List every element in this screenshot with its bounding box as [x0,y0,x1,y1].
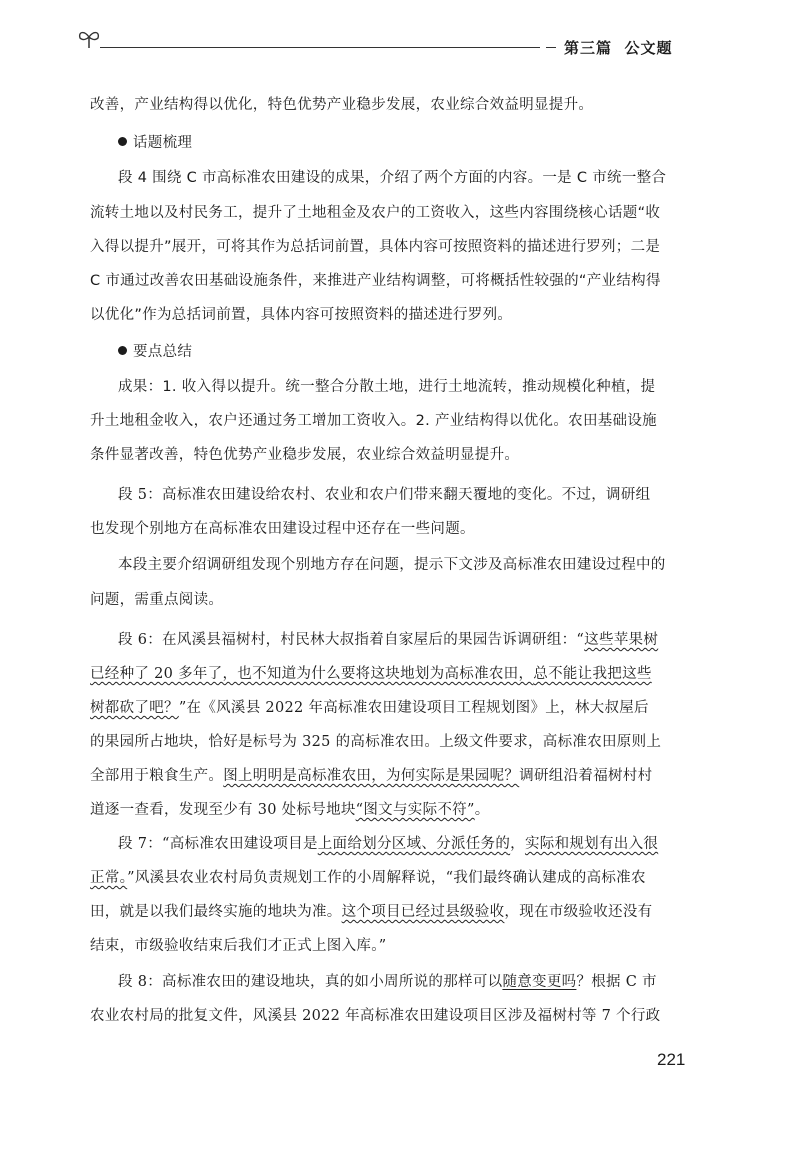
bullet-icon [118,346,127,355]
text-run: ？根据 C 市 [576,974,657,990]
quoted-material-line [90,766,652,786]
text-line: 段 4 围绕 C 市高标准农田建设的成果，介绍了两个方面的内容。一是 C 市统一整合 [118,170,667,186]
wavy-underlined-text: 总不能让我把这些 [533,666,652,682]
header-rule-end [546,47,556,48]
text-line: C 市通过改善农田基础设施条件，来推进产业结构调整，可将概括性较强的“产业结构得 [90,273,661,289]
text-run: 段 8：高标准农田的建设地块，真的如小周所说的那样可以 [118,974,503,990]
text-line: 问题，需重点阅读。 [90,592,224,608]
quoted-material-line: 的果园所占地块，恰好是标号为 325 的高标准农田。上级文件要求，高标准农田原则上 [90,734,662,750]
wavy-underlined-text: 树都砍了吧？ [90,700,179,716]
quoted-material-line [90,698,649,718]
wavy-underlined-text: 这些苹果树 [584,632,659,648]
chapter-name: 公文题 [624,39,673,57]
text-line: 流转土地以及村民务工，提升了土地租金及农户的工资收入，这些内容围绕核心话题“收 [90,205,661,221]
text-line: 本段主要介绍调研组发现个别地方存在问题，提示下文涉及高标准农田建设过程中的 [118,557,666,573]
heading-label: 话题梳理 [133,135,193,151]
text-line: 改善，产业结构得以优化，特色优势产业稳步发展，农业综合效益明显提升。 [90,97,594,113]
chapter-title [564,37,672,58]
wavy-underlined-text: 图上明明是高标准农田，为何实际是果园呢？ [223,768,520,784]
text-run: 调研组沿着福树村村 [519,768,653,784]
quoted-material-line [118,630,658,650]
text-run: ， [510,836,525,852]
text-line: 条件显著改善，特色优势产业稳步发展，农业综合效益明显提升。 [90,447,520,463]
text-run: 段 6：在风溪县福树村，村民林大叔指着自家屋后的果园告诉调研组：“ [118,632,585,648]
quoted-material-line [118,972,657,992]
section-heading [118,342,192,362]
wavy-underlined-text: 正常。 [90,870,128,886]
text-run: 段 7：“高标准农田建设项目是 [118,836,318,852]
quoted-material-line: 也发现个别地方在高标准农田建设过程中还存在一些问题。 [90,521,475,537]
quoted-material-line: 农业农村局的批复文件，风溪县 2022 年高标准农田建设项目区涉及福树村等 7 个行政 [90,1008,661,1024]
text-run: ”在《风溪县 2022 年高标准农田建设项目工程规划图》上，林大叔屋后 [178,700,649,716]
text-run: 。 [474,802,490,818]
text-run: ，现在市级验收还没有 [504,904,653,920]
text-line: 成果：1. 收入得以提升。统一整合分散土地，进行土地流转，推动规模化种植，提 [118,379,656,395]
quoted-material-line [90,868,646,888]
quoted-material-line: 段 5：高标准农田建设给农村、农业和农户们带来翻天覆地的变化。不过，调研组 [118,487,651,503]
quoted-material-line [90,664,652,684]
chapter-section: 第三篇 [564,39,613,57]
heading-label: 要点总结 [133,344,193,360]
wavy-underlined-text: 实际和规划有出入很 [524,836,659,852]
text-run: 全部用于粮食生产。 [90,768,224,784]
leaf-sprout-icon [76,26,102,52]
page-number: 221 [657,1050,686,1069]
wavy-underlined-text: 已经种了 20 多年了，也不知道为什么要将这块地划为高标准农田， [90,666,534,682]
wavy-underlined-text: “图文与实际不符” [355,802,475,818]
text-line: 入得以提升”展开，可将其作为总括词前置，具体内容可按照资料的描述进行罗列；二是 [90,239,661,255]
wavy-underlined-text: 上面给划分区域、分派任务的 [317,836,511,852]
text-line: 升土地租金收入，农户还通过务工增加工资收入。2. 产业结构得以优化。农田基础设施 [90,413,657,429]
bullet-icon [118,137,127,146]
section-heading [118,133,192,153]
text-run: 田，就是以我们最终实施的地块为准。 [90,904,342,920]
text-line: 以优化”作为总括词前置，具体内容可按照资料的描述进行罗列。 [90,307,513,323]
underlined-text: 随意变更吗 [502,974,577,990]
quoted-material-line [118,834,658,854]
text-run: ”风溪县农业农村局负责规划工作的小周解释说，“我们最终确认建成的高标准农 [127,870,646,886]
text-run: 道逐一查看，发现至少有 30 处标号地块 [90,802,356,818]
quoted-material-line [90,800,490,820]
header-rule [100,47,540,48]
quoted-material-line: 结束，市级验收结束后我们才正式上图入库。” [90,938,387,954]
quoted-material-line [90,902,652,922]
wavy-underlined-text: 这个项目已经过县级验收 [341,904,505,920]
